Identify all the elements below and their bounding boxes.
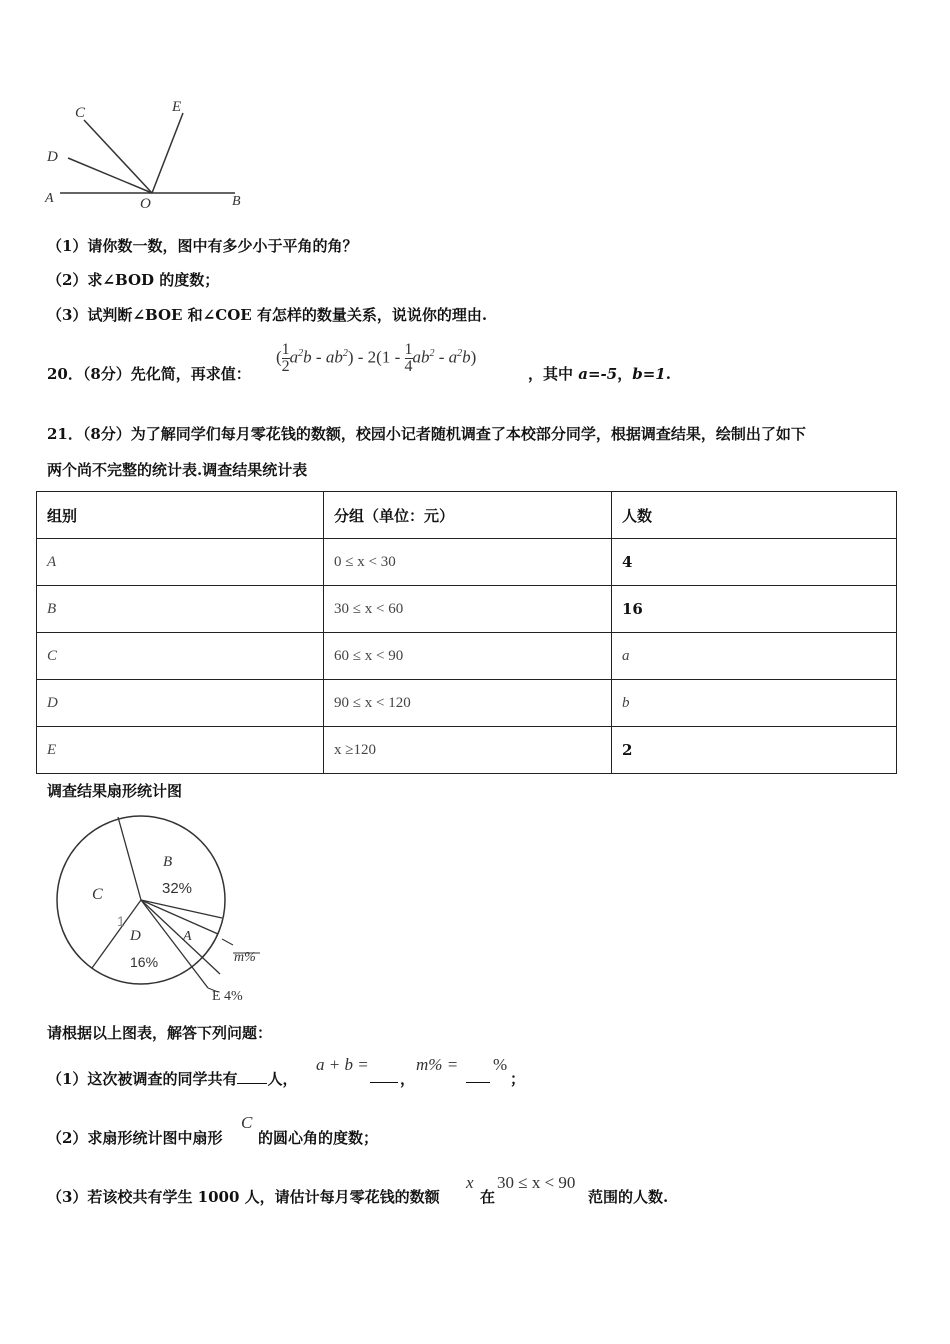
pie-label-b: B — [163, 854, 173, 870]
semicolon: ； — [510, 1070, 526, 1088]
expr-a-plus-b: a + b = — [316, 1055, 369, 1074]
q19-part3: （3）试判断∠BOE 和∠COE 有怎样的数量关系，说说你的理由. — [47, 306, 488, 324]
cell-range: x ≥120 — [324, 727, 612, 774]
pie-label-c: C — [92, 886, 103, 903]
pie-chart — [50, 810, 270, 1005]
ray-oc — [84, 120, 152, 193]
q20-condition: ，其中 a=-5，b=1. — [528, 365, 671, 383]
table-row — [37, 539, 897, 586]
comma-1: ， — [400, 1070, 416, 1088]
q21-line1: 21．（8分）为了解同学们每月零花钱的数额，校园小记者随机调查了本校部分同学，根据调查结果，绘制出了如下 — [47, 425, 806, 443]
range-expression: 30 ≤ x < 90 — [497, 1173, 576, 1192]
header-group: 组别 — [37, 492, 324, 539]
cell-range: 0 ≤ x < 30 — [324, 539, 612, 586]
cell-range: 90 ≤ x < 120 — [324, 680, 612, 727]
cell-count: a — [612, 633, 897, 680]
pie-title: 调查结果扇形统计图 — [47, 782, 183, 800]
cell-range: 60 ≤ x < 90 — [324, 633, 612, 680]
q21-line2: 两个尚不完整的统计表.调查结果统计表 — [47, 461, 308, 479]
pie-label-d: D — [130, 928, 141, 944]
q19-part2: （2）求∠BOD 的度数； — [47, 271, 220, 289]
q20-prefix: 20．（8分）先化简，再求值： — [47, 365, 251, 383]
header-range: 分组（单位：元） — [324, 492, 612, 539]
table-row — [37, 680, 897, 727]
pie-label-d-pct: 16% — [130, 954, 159, 970]
pct-sign: % — [493, 1055, 508, 1074]
q21-part2-a: （2）求扇形统计图中扇形 — [47, 1129, 223, 1147]
q21-part3-mid: 在 — [480, 1188, 496, 1206]
cell-group: D — [37, 680, 324, 727]
label-o: O — [140, 196, 151, 212]
label-c: C — [75, 105, 86, 121]
q20-expression: ( $\frac{1}{2}$ $a^2b - ab^2) - 2(1$ - $\frac{1}{4}$ $ab^2 - a^2b$) — [276, 341, 477, 375]
statistics-table — [36, 491, 897, 774]
q21-part3-end: 范围的人数. — [588, 1188, 669, 1206]
ray-od — [68, 158, 152, 193]
label-b: B — [232, 194, 241, 209]
table-row — [37, 586, 897, 633]
q21-part2-b: 的圆心角的度数； — [258, 1129, 379, 1147]
table-row — [37, 633, 897, 680]
answer-blank-m[interactable] — [466, 1068, 490, 1083]
angle-diagram — [40, 95, 260, 220]
cell-count: 4 — [612, 539, 897, 586]
label-e: E — [172, 99, 182, 115]
sector-c-symbol: C — [241, 1113, 253, 1132]
cell-range: 30 ≤ x < 60 — [324, 586, 612, 633]
pie-divider-bc — [118, 817, 141, 900]
header-count: 人数 — [612, 492, 897, 539]
cell-group: B — [37, 586, 324, 633]
answer-blank-total[interactable] — [237, 1069, 267, 1084]
label-a: A — [45, 191, 54, 206]
pie-label-b-pct: 32% — [162, 880, 193, 897]
pie-divider-am — [141, 900, 218, 934]
expr-m-pct: m% = — [416, 1055, 459, 1074]
table-header-row — [37, 492, 897, 539]
pie-label-m: m% — [234, 950, 256, 965]
q19-part1: （1）请你数一数，图中有多少小于平角的角？ — [47, 237, 358, 255]
q21-part3-a: （3）若该校共有学生 1000 人，请估计每月零花钱的数额 — [47, 1188, 440, 1206]
pie-leader-m — [222, 939, 233, 945]
answer-blank-a-plus-b[interactable] — [370, 1068, 398, 1083]
label-d: D — [47, 149, 58, 165]
q21-prompt: 请根据以上图表，解答下列问题： — [47, 1024, 273, 1042]
x-symbol: x — [466, 1173, 474, 1192]
cell-count: 2 — [612, 727, 897, 774]
ray-oe — [152, 113, 183, 193]
table-row — [37, 727, 897, 774]
cell-group: E — [37, 727, 324, 774]
pie-label-e: E 4% — [212, 989, 243, 1004]
cell-group: C — [37, 633, 324, 680]
cell-group: A — [37, 539, 324, 586]
q21-part1: （1）这次被调查的同学共有 人， — [47, 1070, 298, 1088]
pie-label-c-partial: 1 — [117, 913, 125, 929]
cell-count: b — [612, 680, 897, 727]
pie-label-a: A — [183, 929, 192, 944]
cell-count: 16 — [612, 586, 897, 633]
